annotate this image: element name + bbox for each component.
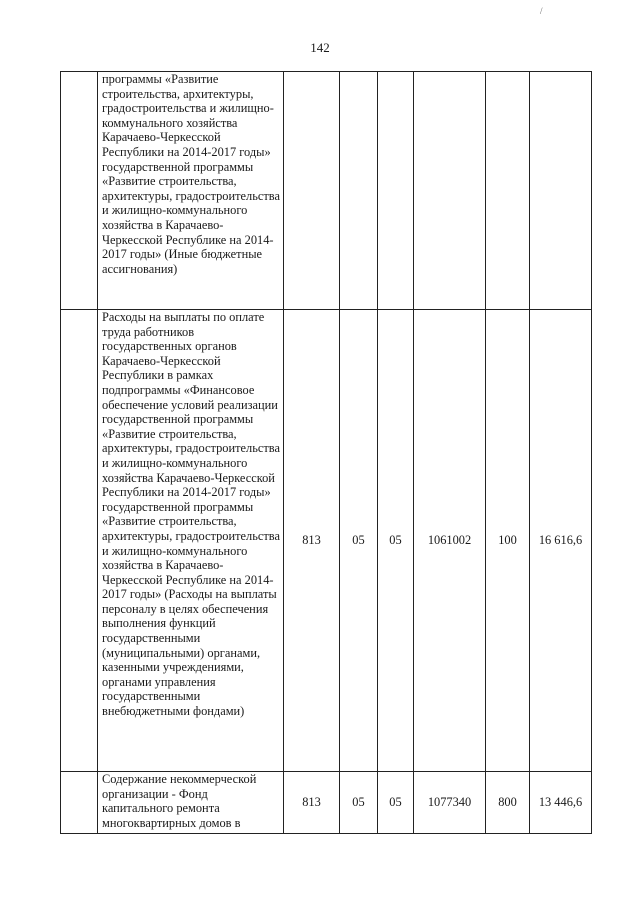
section-code-cell (340, 72, 378, 310)
expense-type-cell: 100 (486, 310, 530, 772)
row-marker-cell (61, 310, 98, 772)
target-article-cell (414, 72, 486, 310)
subsection-code-cell: 05 (378, 310, 414, 772)
subsection-code-cell: 05 (378, 772, 414, 834)
target-article-cell: 1077340 (414, 772, 486, 834)
amount-cell (530, 72, 592, 310)
table-row (61, 72, 592, 310)
budget-table (60, 71, 592, 834)
subsection-code-cell (378, 72, 414, 310)
target-article-cell: 1061002 (414, 310, 486, 772)
section-code-cell: 05 (340, 310, 378, 772)
page-number: 142 (310, 40, 330, 55)
amount-cell: 16 616,6 (530, 310, 592, 772)
section-code-cell: 05 (340, 772, 378, 834)
row-marker-cell (61, 772, 98, 834)
scan-mark: / (540, 6, 543, 16)
ministry-code-cell: 813 (284, 772, 340, 834)
description-cell: Содержание некоммерческой организации - Фонд капитального ремонта многоквартирных домов в (98, 772, 284, 834)
table-row (61, 772, 592, 834)
expense-type-cell: 800 (486, 772, 530, 834)
row-marker-cell (61, 72, 98, 310)
description-cell: Расходы на выплаты по оплате труда работников государственных органов Карачаево-Черкесской Республики в рамках подпрограммы «Финансовое обеспечение условий реализации государственной программы «Развитие строительства, архитектуры, градостроительства и жилищно-коммунального хозяйства Карачаево-Черкесской Республики на 2014-2017 годы» государственной программы «Развитие строительства, архитектуры, градостроительства и жилищно-коммунального хозяйства в Карачаево-Черкесской Республике на 2014-2017 годы» (Расходы на выплаты персоналу в целях обеспечения выполнения функций государственными (муниципальными) органами, казенными учреждениями, органами управления государственными внебюджетными фондами) (98, 310, 284, 772)
expense-type-cell (486, 72, 530, 310)
ministry-code-cell (284, 72, 340, 310)
description-cell: программы «Развитие строительства, архитектуры, градостроительства и жилищно-коммунального хозяйства Карачаево-Черкесской Республики на 2014-2017 годы» государственной программы «Развитие строительства, архитектуры, градостроительства и жилищно-коммунального хозяйства в Карачаево-Черкесской Республике на 2014-2017 годы» (Иные бюджетные ассигнования) (98, 72, 284, 310)
table-row (61, 310, 592, 772)
ministry-code-cell: 813 (284, 310, 340, 772)
amount-cell: 13 446,6 (530, 772, 592, 834)
